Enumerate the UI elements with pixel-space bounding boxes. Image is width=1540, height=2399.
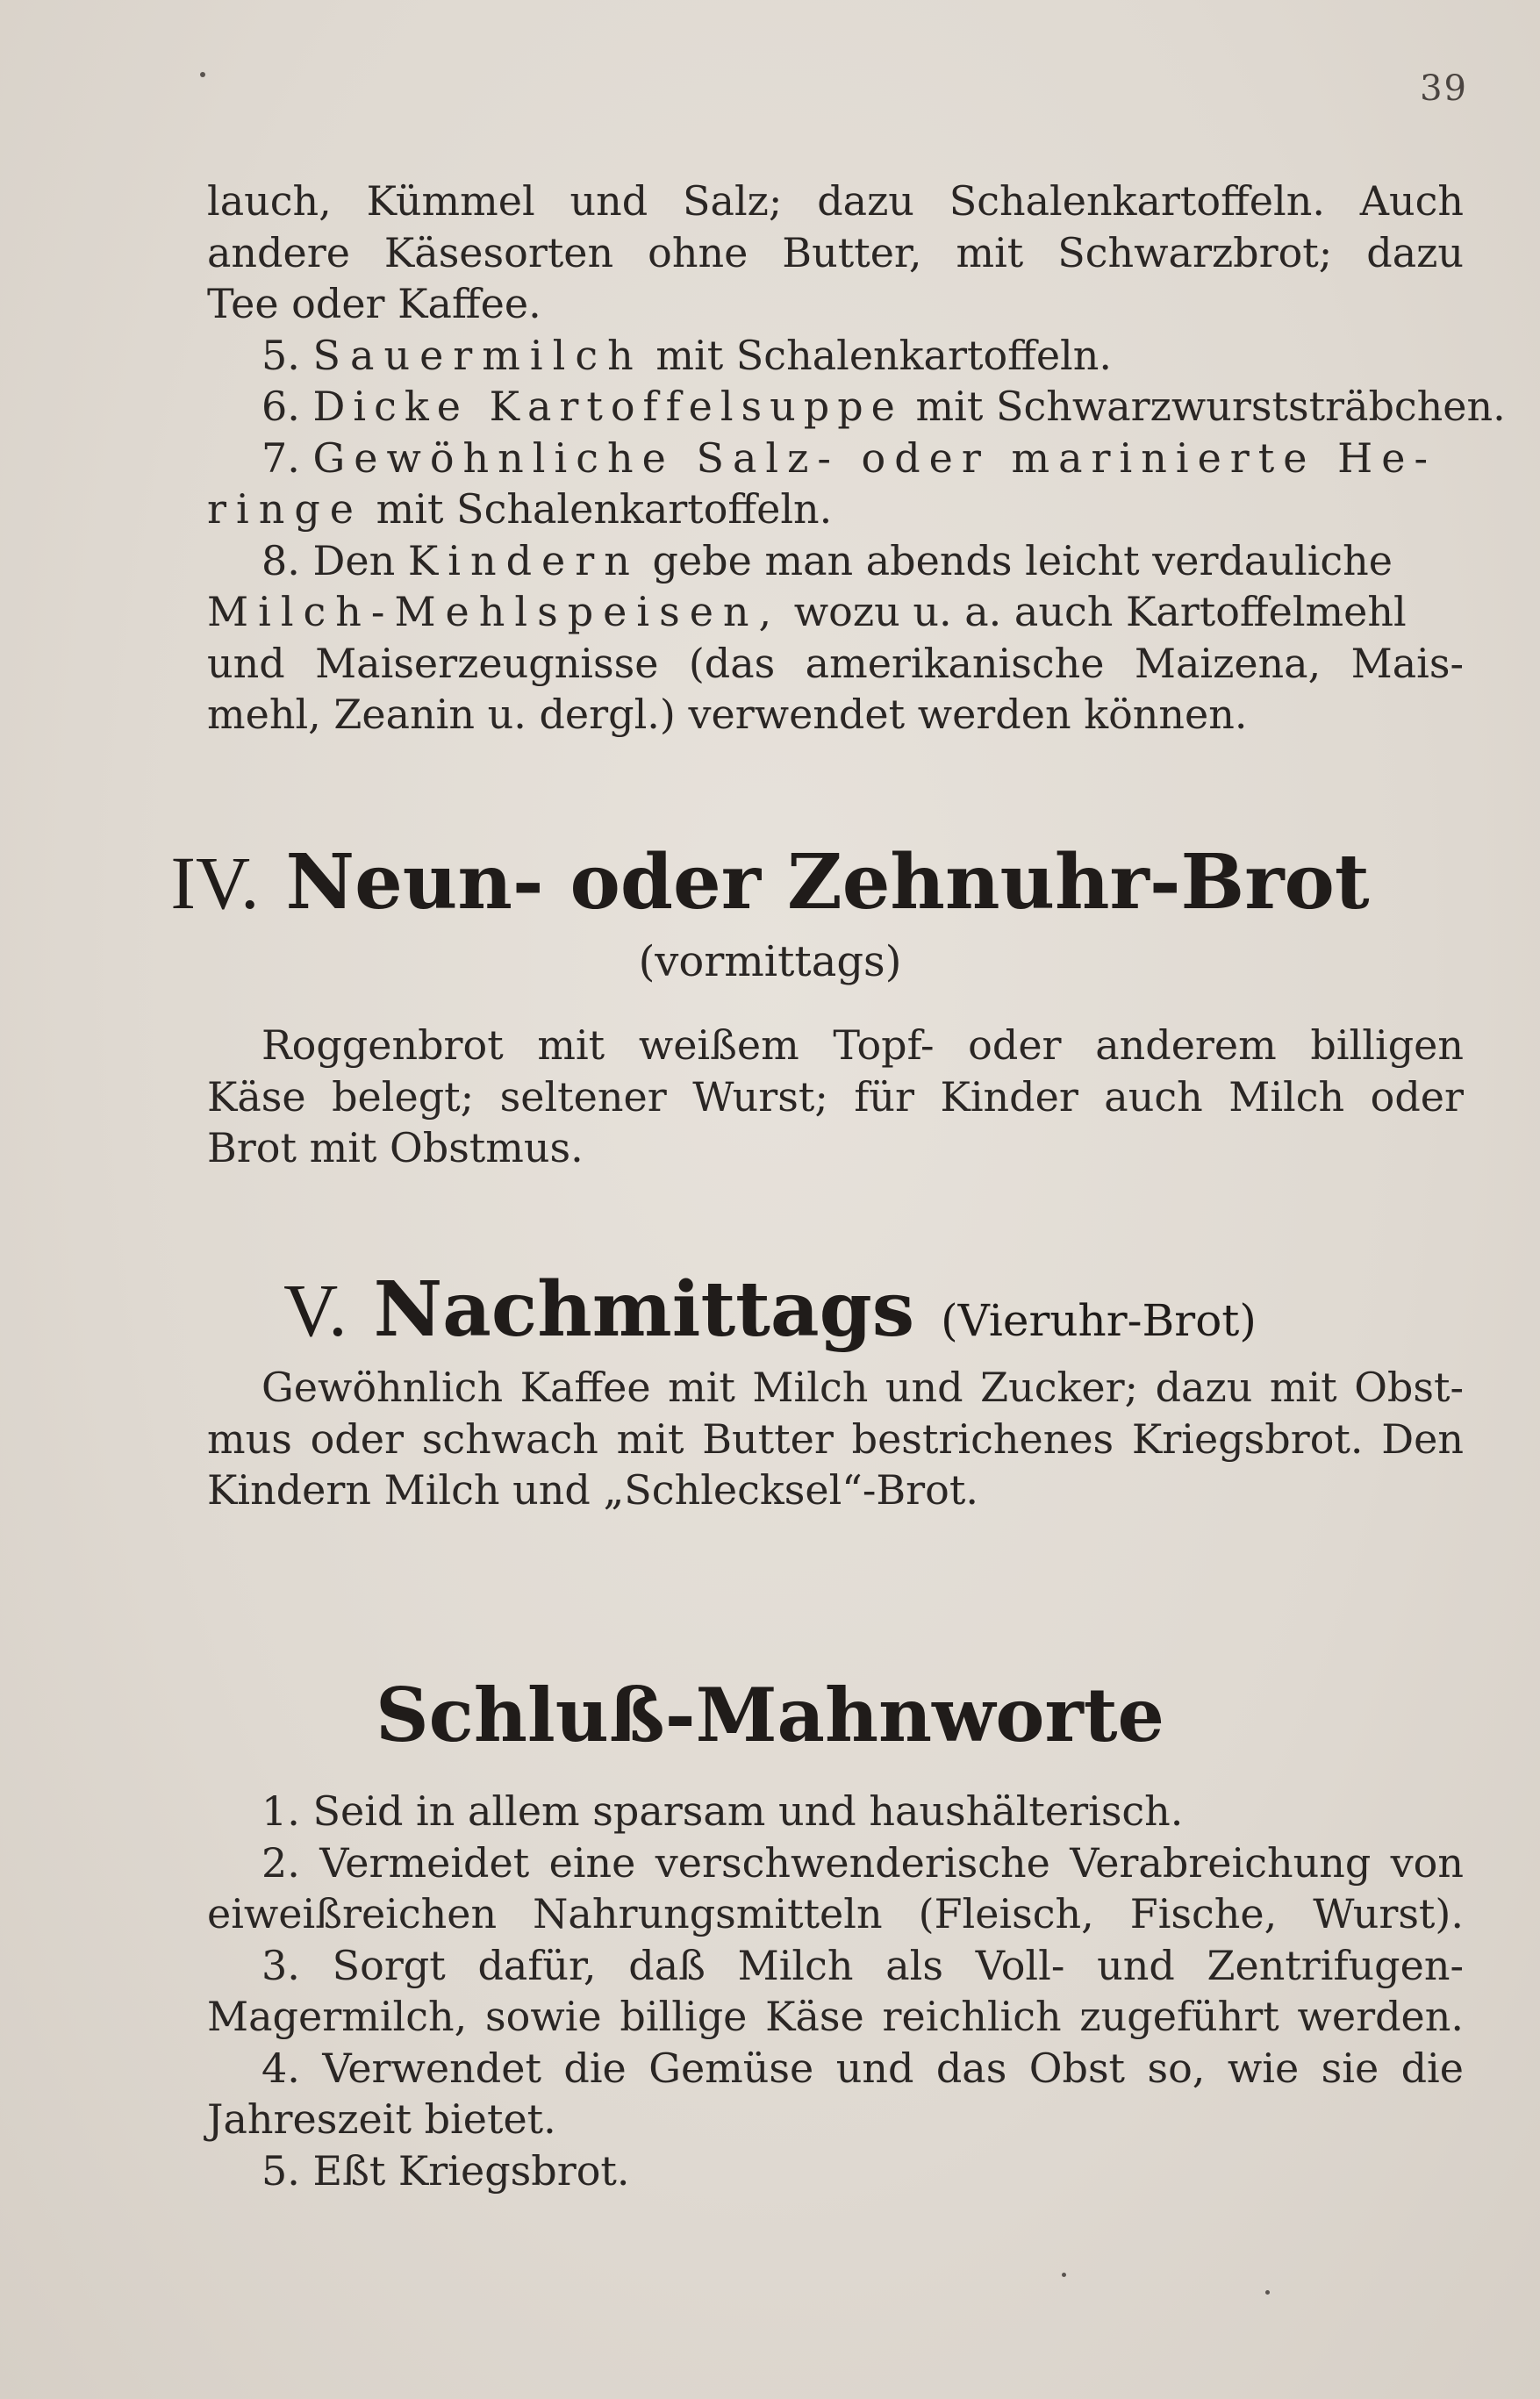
section-subtitle: (Vieruhr-Brot)	[941, 1295, 1257, 1346]
item-emphasis: ringe	[207, 485, 363, 533]
closing-item-4-continued: Jahreszeit bietet.	[207, 2095, 556, 2143]
text-line: Roggenbrot mit weißem Topf- oder anderem billigen	[261, 1021, 1464, 1069]
list-item-8	[207, 535, 1464, 587]
text-line: Gewöhnlich Kaffee mit Milch und Zucker; dazu mit Obst-	[261, 1364, 1464, 1411]
item-text: mit Schwarzwurststräbchen.	[902, 383, 1506, 430]
section-title: Nachmittags	[373, 1265, 915, 1354]
page-number: 39	[1420, 68, 1468, 109]
item-text: mit Schalenkartoffeln.	[642, 331, 1113, 379]
section-iv-heading	[0, 838, 1540, 927]
item-emphasis: Gewöhnliche Salz- oder marinierte He-	[312, 433, 1436, 482]
text-line: Tee oder Kaffee.	[207, 280, 541, 327]
list-item-8-line-3: und Maiserzeugnisse (das amerikanische Maizena, Mais-	[207, 639, 1464, 687]
print-speck	[1062, 2273, 1066, 2277]
section-roman-numeral: IV.	[170, 841, 260, 925]
closing-item-5: 5. Eßt Kriegsbrot.	[261, 2146, 630, 2195]
text-line: Brot mit Obstmus.	[207, 1124, 584, 1171]
print-speck	[1265, 2290, 1270, 2295]
text-line: andere Käsesorten ohne Butter, mit Schwarzbrot; dazu	[207, 228, 1464, 276]
item-emphasis: Dicke Kartoffelsuppe	[312, 383, 903, 430]
closing-item-2: 2. Vermeidet eine verschwenderische Verabreichung von	[261, 1838, 1464, 1887]
section-roman-numeral: V.	[283, 1268, 347, 1352]
item-text: mit Schalenkartoffeln.	[363, 485, 833, 533]
section-title: Neun- oder Zehnuhr-Brot	[285, 838, 1370, 927]
section-v-heading	[0, 1265, 1540, 1354]
item-text: wozu u. a. auch Kartoffelmehl	[781, 588, 1407, 635]
item-text: Den	[312, 536, 408, 584]
closing-item-1: 1. Seid in allem sparsam und haushälterisch.	[261, 1787, 1184, 1835]
item-number: 8.	[261, 536, 300, 584]
item-number: 7.	[261, 433, 300, 482]
text-line: mus oder schwach mit Butter bestrichenes Kriegsbrot. Den	[207, 1414, 1464, 1463]
meal-list-continuation	[207, 175, 1506, 741]
section-v-body	[207, 1362, 1464, 1516]
print-speck	[200, 72, 205, 77]
list-item-7-continued	[207, 483, 1464, 535]
closing-item-2-continued: eiweißreichen Nahrungsmitteln (Fleisch, Fische, Wurst).	[207, 1890, 1464, 1937]
list-item-5	[207, 330, 1464, 382]
item-number: 5.	[261, 331, 300, 379]
closing-heading: Schluß-Mahnworte	[376, 1672, 1164, 1758]
section-iv-body	[207, 1020, 1464, 1174]
text-line: Kindern Milch und „Schlecksel“-Brot.	[207, 1466, 978, 1514]
item-emphasis: Sauermilch	[312, 331, 643, 379]
item-number: 6.	[261, 383, 300, 430]
closing-item-3-continued: Magermilch, sowie billige Käse reichlich zugeführt werden.	[207, 1993, 1464, 2040]
list-item-8-line-4: mehl, Zeanin u. dergl.) verwendet werden können.	[207, 691, 1248, 738]
list-item-7	[207, 433, 1464, 484]
item-emphasis: Kindern	[407, 536, 640, 584]
closing-item-4: 4. Verwendet die Gemüse und das Obst so, wie sie die	[261, 2044, 1464, 2092]
closing-item-3: 3. Sorgt dafür, daß Milch als Voll- und Zentrifugen-	[261, 1941, 1464, 1989]
text-line: Käse belegt; seltener Wurst; für Kinder auch Milch oder	[207, 1072, 1464, 1121]
item-text: gebe man abends leicht verdauliche	[639, 536, 1393, 584]
text-line: lauch, Kümmel und Salz; dazu Schalenkartoffeln. Auch	[207, 177, 1464, 225]
section-iv-subtitle: (vormittags)	[638, 937, 902, 986]
item-emphasis: Milch-Mehlspeisen,	[207, 588, 782, 635]
closing-list	[207, 1786, 1464, 2196]
list-item-6	[207, 381, 1506, 433]
list-item-8-line-2	[207, 586, 1464, 638]
